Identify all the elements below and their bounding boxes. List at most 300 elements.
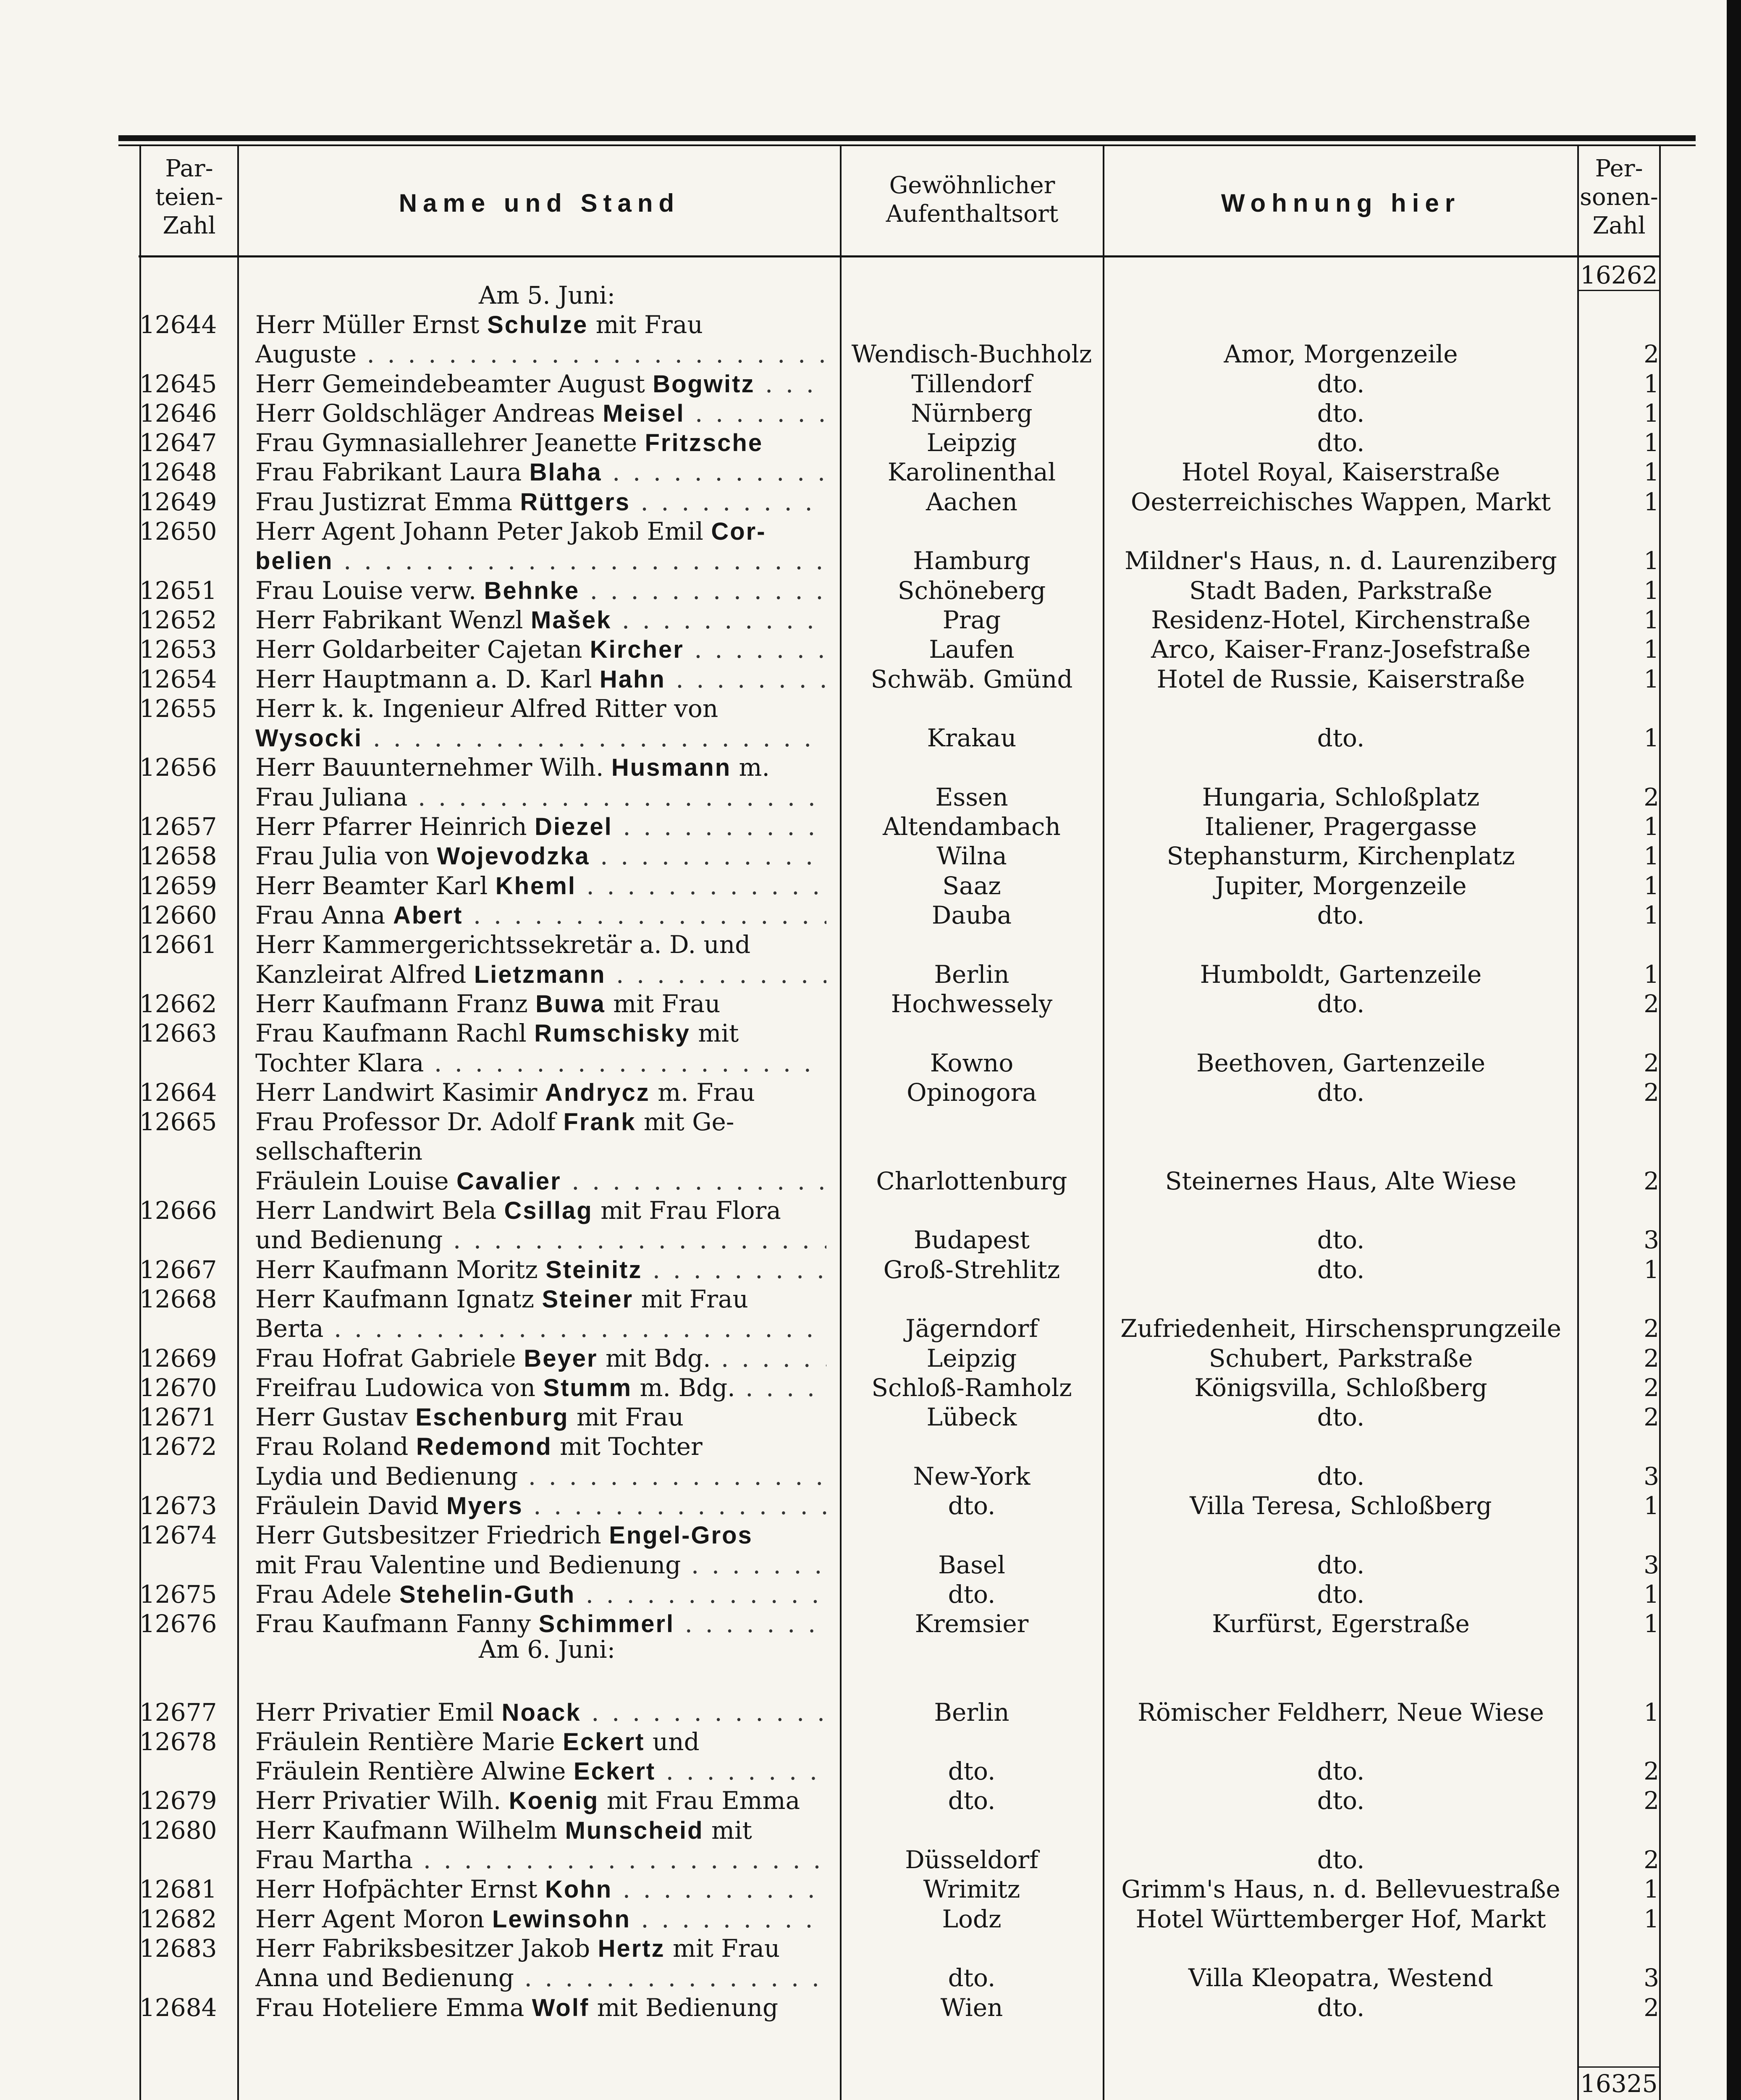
- local-address: dto.: [1317, 1403, 1365, 1431]
- local-address: Zufriedenheit, Hirschensprungzeile: [1120, 1314, 1561, 1343]
- surname: Kircher: [590, 636, 684, 663]
- local-address: Stadt Baden, Parkstraße: [1189, 576, 1492, 605]
- usual-residence: Saaz: [942, 872, 1001, 900]
- person-count: 2: [1644, 1757, 1659, 1785]
- table-row: [0, 576, 1741, 605]
- local-address: dto.: [1317, 1551, 1365, 1579]
- local-address: Residenz-Hotel, Kirchenstraße: [1151, 606, 1531, 634]
- surname: Engel-Gros: [609, 1522, 753, 1549]
- name-and-rank: [255, 1107, 826, 1137]
- surname: Csillag: [504, 1197, 593, 1224]
- name-text: mit Frau Valentine und Bedienung: [255, 1551, 681, 1579]
- total-overline: [1577, 2066, 1661, 2068]
- name-suffix: [681, 1551, 826, 1579]
- surname: Steinitz: [545, 1256, 642, 1284]
- section-date-june-6: Am 6. Juni:: [479, 1635, 616, 1664]
- usual-residence: Schwäb. Gmünd: [870, 665, 1073, 693]
- table-row: [0, 1491, 1741, 1520]
- local-address: Schubert, Parkstraße: [1209, 1344, 1473, 1373]
- name-text: Kanzleirat Alfred: [255, 960, 474, 989]
- local-address: dto.: [1317, 428, 1365, 457]
- name-suffix: mit Frau: [665, 1934, 780, 1963]
- table-row: [0, 1934, 1741, 1963]
- table-row: [0, 517, 1741, 546]
- name-and-rank: [255, 1786, 826, 1816]
- usual-residence: Lübeck: [926, 1403, 1017, 1431]
- local-address: Humboldt, Gartenzeile: [1200, 960, 1482, 989]
- local-address: dto.: [1317, 370, 1365, 398]
- person-count: 1: [1644, 842, 1659, 870]
- person-count: 1: [1644, 872, 1659, 900]
- name-text: Frau Kaufmann Fanny: [255, 1609, 539, 1638]
- usual-residence: Leipzig: [926, 1344, 1017, 1373]
- party-number: 12644: [139, 310, 217, 339]
- party-number: 12661: [139, 930, 217, 959]
- name-suffix: mit Frau: [569, 1403, 684, 1431]
- person-count: 2: [1644, 340, 1659, 368]
- person-count: 1: [1644, 1875, 1659, 1903]
- name-text: Frau Fabrikant Laura: [255, 458, 530, 486]
- party-number: 12662: [139, 990, 217, 1018]
- table-row: [0, 369, 1741, 399]
- name-and-rank: [255, 1904, 826, 1934]
- person-count: 2: [1644, 1314, 1659, 1343]
- top-rule-thick: [118, 135, 1696, 141]
- local-address: dto.: [1317, 1580, 1365, 1609]
- name-and-rank: [255, 1314, 826, 1344]
- party-number: 12673: [139, 1491, 217, 1520]
- local-address: Steinernes Haus, Alte Wiese: [1165, 1167, 1517, 1195]
- name-text: Frau Juliana: [255, 783, 408, 811]
- name-suffix: [581, 1698, 826, 1727]
- local-address: dto.: [1317, 901, 1365, 929]
- usual-residence: Basel: [938, 1551, 1005, 1579]
- usual-residence: Kremsier: [915, 1609, 1029, 1638]
- table-row: [0, 1904, 1741, 1934]
- surname: Noack: [501, 1699, 581, 1726]
- surname: Kheml: [495, 872, 576, 900]
- name-suffix: [576, 872, 826, 900]
- usual-residence: Düsseldorf: [905, 1845, 1038, 1874]
- name-text: Fräulein Rentière Marie: [255, 1727, 563, 1756]
- person-count: 1: [1644, 546, 1659, 575]
- name-text: sellschafterin: [255, 1137, 423, 1166]
- usual-residence: Groß-Strehlitz: [883, 1255, 1060, 1284]
- header-person-count: Per- sonen- Zahl: [1580, 155, 1658, 239]
- surname: Myers: [446, 1492, 523, 1520]
- local-address: Kurfürst, Egerstraße: [1212, 1609, 1470, 1638]
- surname: Kohn: [545, 1876, 613, 1903]
- name-text: Herr Landwirt Bela: [255, 1196, 504, 1225]
- name-and-rank: [255, 1137, 826, 1166]
- person-count: 1: [1644, 488, 1659, 516]
- name-suffix: m.: [731, 753, 770, 782]
- party-number: 12647: [139, 428, 217, 457]
- surname: Behnke: [484, 577, 580, 604]
- table-row: [0, 841, 1741, 871]
- name-and-rank: [255, 517, 826, 546]
- name-text: Herr Landwirt Kasimir: [255, 1078, 545, 1107]
- table-row: [0, 457, 1741, 487]
- name-and-rank: [255, 1048, 826, 1078]
- surname: Wojevodzka: [437, 843, 590, 870]
- local-address: Jupiter, Morgenzeile: [1215, 872, 1467, 900]
- person-count: 2: [1644, 783, 1659, 811]
- party-number: 12655: [139, 694, 217, 723]
- person-count: 1: [1644, 370, 1659, 398]
- surname: Fritzsche: [645, 429, 763, 457]
- name-suffix: mit Frau Emma: [599, 1786, 800, 1815]
- name-text: Frau Roland: [255, 1432, 416, 1461]
- table-row: [0, 989, 1741, 1018]
- usual-residence: Wien: [940, 1993, 1003, 2022]
- name-text: Herr Kaufmann Ignatz: [255, 1285, 542, 1313]
- name-suffix: [424, 1049, 827, 1077]
- party-number: 12674: [139, 1521, 217, 1549]
- header-party-number: Par- teien- Zahl: [155, 155, 223, 239]
- name-text: Frau Kaufmann Rachl: [255, 1019, 535, 1047]
- usual-residence: Berlin: [934, 1698, 1009, 1727]
- name-and-rank: [255, 1845, 826, 1875]
- person-count: 1: [1644, 960, 1659, 989]
- name-text: Herr Agent Johann Peter Jakob Emil: [255, 517, 711, 546]
- person-count: 1: [1644, 399, 1659, 428]
- person-count: 1: [1644, 458, 1659, 486]
- surname: Eckert: [563, 1728, 645, 1756]
- name-text: Fräulein Louise: [255, 1167, 456, 1195]
- usual-residence: Wrimitz: [923, 1875, 1020, 1903]
- party-number: 12678: [139, 1727, 217, 1756]
- usual-residence: Krakau: [927, 724, 1017, 752]
- name-suffix: m. Frau: [650, 1078, 755, 1107]
- party-number: 12652: [139, 606, 217, 634]
- party-number: 12672: [139, 1432, 217, 1461]
- local-address: dto.: [1317, 1226, 1365, 1254]
- table-row: [0, 1756, 1741, 1786]
- local-address: dto.: [1317, 1757, 1365, 1785]
- surname: Stumm: [543, 1374, 632, 1402]
- surname: Abert: [393, 902, 463, 929]
- local-address: Römischer Feldherr, Neue Wiese: [1138, 1698, 1544, 1727]
- name-suffix: [642, 1255, 826, 1284]
- carry-out-total: 16325: [1580, 2069, 1658, 2098]
- usual-residence: Altendambach: [883, 812, 1061, 841]
- local-address: dto.: [1317, 1255, 1365, 1284]
- party-number: 12664: [139, 1078, 217, 1107]
- usual-residence: Wilna: [936, 842, 1007, 870]
- table-row: [0, 871, 1741, 900]
- name-suffix: mit Bdg. . . .: [598, 1344, 826, 1373]
- surname: Koenig: [509, 1787, 599, 1814]
- table-row: [0, 1255, 1741, 1284]
- name-text: Herr Kaufmann Moritz: [255, 1255, 546, 1284]
- name-and-rank: [255, 1520, 826, 1550]
- surname: Stehelin-Guth: [399, 1581, 576, 1608]
- surname: Schulze: [487, 311, 588, 339]
- party-number: 12657: [139, 812, 217, 841]
- name-and-rank: [255, 1727, 826, 1757]
- surname: Lewinsohn: [492, 1906, 631, 1933]
- carry-in-total: 16262: [1580, 261, 1658, 289]
- table-row: [0, 487, 1741, 517]
- surname: Steiner: [542, 1286, 634, 1313]
- person-count: 1: [1644, 635, 1659, 664]
- name-suffix: [463, 901, 826, 929]
- name-text: Herr Privatier Wilh.: [255, 1786, 509, 1815]
- usual-residence: dto.: [948, 1580, 996, 1609]
- surname: Rumschisky: [534, 1020, 690, 1047]
- surname: Munscheid: [565, 1817, 704, 1844]
- name-and-rank: [255, 546, 826, 576]
- surname: Eckert: [573, 1758, 656, 1785]
- name-suffix: [631, 1905, 826, 1933]
- name-suffix: mit Ge-: [636, 1108, 734, 1136]
- table-row: [0, 812, 1741, 841]
- name-text: Frau Professor Dr. Adolf: [255, 1108, 564, 1136]
- usual-residence: Laufen: [929, 635, 1015, 664]
- name-and-rank: [255, 1225, 826, 1255]
- name-text: Frau Hoteliere Emma: [255, 1993, 532, 2022]
- name-suffix: [518, 1462, 826, 1491]
- table-row: [0, 1816, 1741, 1845]
- name-and-rank: [255, 1402, 826, 1432]
- local-address: dto.: [1317, 724, 1365, 752]
- local-address: dto.: [1317, 1462, 1365, 1491]
- name-text: Herr Hauptmann a. D. Karl: [255, 665, 600, 693]
- name-and-rank: [255, 1491, 826, 1521]
- name-suffix: [630, 488, 826, 516]
- name-and-rank: [255, 576, 826, 606]
- name-text: Herr Fabrikant Wenzl: [255, 606, 531, 634]
- party-number: 12660: [139, 901, 217, 929]
- table-row: [0, 1580, 1741, 1609]
- name-text: Herr Goldarbeiter Cajetan: [255, 635, 590, 664]
- usual-residence: Prag: [942, 606, 1001, 634]
- local-address: Oesterreichisches Wappen, Markt: [1130, 488, 1551, 516]
- name-text: Frau Hofrat Gabriele: [255, 1344, 524, 1373]
- name-text: Herr Bauunternehmer Wilh.: [255, 753, 611, 782]
- name-suffix: [443, 1226, 826, 1254]
- carry-in-underline: [1577, 290, 1661, 291]
- name-suffix: [684, 635, 826, 664]
- name-and-rank: [255, 1609, 826, 1639]
- usual-residence: New-York: [913, 1462, 1030, 1491]
- surname: Hahn: [599, 666, 666, 693]
- name-suffix: [666, 665, 826, 693]
- local-address: dto.: [1317, 990, 1365, 1018]
- name-suffix: [408, 783, 826, 811]
- name-text: Herr Müller Ernst: [255, 310, 488, 339]
- name-and-rank: [255, 1284, 826, 1314]
- party-number: 12648: [139, 458, 217, 486]
- name-and-rank: [255, 1874, 826, 1904]
- section-date-june-5: Am 5. Juni:: [479, 281, 616, 310]
- name-text: Herr Agent Moron: [255, 1905, 492, 1933]
- surname: Buwa: [535, 990, 606, 1018]
- table-row: [0, 1373, 1741, 1402]
- table-row: [0, 1166, 1741, 1196]
- surname: Cor-: [711, 518, 766, 545]
- party-number: 12665: [139, 1108, 217, 1136]
- name-and-rank: [255, 399, 826, 428]
- surname: Eschenburg: [415, 1404, 569, 1431]
- usual-residence: Budapest: [913, 1226, 1030, 1254]
- name-text: Frau Louise verw.: [255, 576, 484, 605]
- name-suffix: [755, 370, 826, 398]
- name-and-rank: [255, 1993, 826, 2023]
- name-text: Fräulein David: [255, 1491, 447, 1520]
- party-number: 12675: [139, 1580, 217, 1609]
- person-count: 2: [1644, 1993, 1659, 2022]
- person-count: 2: [1644, 1049, 1659, 1077]
- local-address: Hotel de Russie, Kaiserstraße: [1156, 665, 1525, 693]
- name-suffix: [413, 1845, 826, 1874]
- name-text: Herr Fabriksbesitzer Jakob: [255, 1934, 598, 1963]
- party-number: 12646: [139, 399, 217, 428]
- name-text: Fräulein Rentière Alwine: [255, 1757, 574, 1785]
- name-text: Herr Goldschläger Andreas: [255, 399, 603, 428]
- person-count: 3: [1644, 1226, 1659, 1254]
- person-count: 1: [1644, 1609, 1659, 1638]
- usual-residence: Wendisch-Buchholz: [851, 340, 1092, 368]
- table-row: [0, 1727, 1741, 1756]
- name-text: Frau Anna: [255, 901, 393, 929]
- name-suffix: [612, 1875, 826, 1903]
- name-suffix: [362, 724, 826, 752]
- name-and-rank: [255, 1373, 826, 1403]
- table-row: [0, 782, 1741, 812]
- surname: Beyer: [524, 1345, 598, 1372]
- party-number: 12676: [139, 1609, 217, 1638]
- name-text: Frau Gymnasiallehrer Jeanette: [255, 428, 645, 457]
- name-suffix: mit Tochter: [552, 1432, 703, 1461]
- table-row: [0, 1078, 1741, 1107]
- name-and-rank: [255, 369, 826, 399]
- table-row: [0, 1107, 1741, 1137]
- table-row: [0, 1402, 1741, 1432]
- person-count: 1: [1644, 1580, 1659, 1609]
- person-count: 1: [1644, 901, 1659, 929]
- name-and-rank: [255, 1166, 826, 1196]
- local-address: Beethoven, Gartenzeile: [1196, 1049, 1486, 1077]
- local-address: Arco, Kaiser-Franz-Josefstraße: [1151, 635, 1531, 664]
- table-row: [0, 1550, 1741, 1580]
- person-count: 2: [1644, 1403, 1659, 1431]
- name-text: Auguste: [255, 340, 357, 368]
- party-number: 12658: [139, 842, 217, 870]
- usual-residence: Jägerndorf: [905, 1314, 1038, 1343]
- name-suffix: [611, 606, 826, 634]
- usual-residence: Schloß-Ramholz: [871, 1373, 1072, 1402]
- table-row: [0, 1048, 1741, 1078]
- usual-residence: Lodz: [942, 1905, 1002, 1933]
- name-and-rank: [255, 841, 826, 871]
- name-text: Anna und Bedienung: [255, 1964, 514, 1992]
- name-and-rank: [255, 664, 826, 694]
- local-address: Italiener, Pragergasse: [1204, 812, 1477, 841]
- table-row: [0, 1698, 1741, 1727]
- surname: Lietzmann: [474, 961, 606, 988]
- name-and-rank: [255, 1963, 826, 1993]
- usual-residence: Tillendorf: [911, 370, 1032, 398]
- table-row: [0, 635, 1741, 664]
- name-and-rank: [255, 457, 826, 487]
- local-address: Hotel Royal, Kaiserstraße: [1181, 458, 1500, 486]
- table-row: [0, 930, 1741, 959]
- party-number: 12645: [139, 370, 217, 398]
- person-count: 1: [1644, 1255, 1659, 1284]
- table-row: [0, 1344, 1741, 1373]
- usual-residence: Berlin: [934, 960, 1009, 989]
- surname: Wysocki: [255, 724, 363, 752]
- person-count: 2: [1644, 990, 1659, 1018]
- name-suffix: [590, 842, 826, 870]
- surname: Rüttgers: [520, 488, 630, 516]
- name-and-rank: [255, 1550, 826, 1580]
- name-and-rank: [255, 487, 826, 517]
- name-and-rank: [255, 1344, 826, 1373]
- table-row: [0, 664, 1741, 694]
- name-suffix: [602, 458, 826, 486]
- person-count: 1: [1644, 606, 1659, 634]
- person-count: 1: [1644, 1698, 1659, 1727]
- name-suffix: mit Frau Flora: [593, 1196, 781, 1225]
- usual-residence: dto.: [948, 1491, 996, 1520]
- name-and-rank: [255, 1432, 826, 1462]
- name-and-rank: [255, 1462, 826, 1491]
- name-text: Herr Gustav: [255, 1403, 416, 1431]
- name-text: Berta: [255, 1314, 324, 1343]
- surname: Redemond: [416, 1433, 552, 1460]
- party-number: 12667: [139, 1255, 217, 1284]
- party-number: 12650: [139, 517, 217, 546]
- party-number: 12680: [139, 1816, 217, 1845]
- usual-residence: dto.: [948, 1964, 996, 1992]
- party-number: 12684: [139, 1993, 217, 2022]
- name-text: Lydia und Bedienung: [255, 1462, 518, 1491]
- person-count: 1: [1644, 576, 1659, 605]
- local-address: Grimm's Haus, n. d. Bellevuestraße: [1121, 1875, 1560, 1903]
- party-number: 12653: [139, 635, 217, 664]
- table-row: [0, 1225, 1741, 1255]
- table-row: [0, 1993, 1741, 2022]
- name-text: Frau Justizrat Emma: [255, 488, 520, 516]
- header-usual-residence: Gewöhnlicher Aufenthaltsort: [886, 172, 1059, 228]
- local-address: Hungaria, Schloßplatz: [1202, 783, 1480, 811]
- name-suffix: mit Bedienung: [589, 1993, 779, 2022]
- table-row: [0, 1520, 1741, 1550]
- name-suffix: [674, 1609, 826, 1638]
- usual-residence: Kowno: [930, 1049, 1014, 1077]
- table-row: [0, 605, 1741, 635]
- table-row: [0, 546, 1741, 575]
- surname: Wolf: [532, 1994, 590, 2021]
- name-suffix: [324, 1314, 826, 1343]
- name-and-rank: [255, 1255, 826, 1285]
- surname: Meisel: [603, 400, 685, 427]
- name-suffix: [606, 960, 826, 989]
- name-and-rank: [255, 1018, 826, 1048]
- table-row: [0, 1845, 1741, 1874]
- name-text: Herr Hofpächter Ernst: [255, 1875, 545, 1903]
- name-and-rank: [255, 1580, 826, 1609]
- table-row: [0, 1786, 1741, 1815]
- local-address: Amor, Morgenzeile: [1224, 340, 1458, 368]
- name-text: Herr Kaufmann Wilhelm: [255, 1816, 565, 1845]
- person-count: 2: [1644, 1845, 1659, 1874]
- name-suffix: [514, 1964, 826, 1992]
- party-number: 12670: [139, 1373, 217, 1402]
